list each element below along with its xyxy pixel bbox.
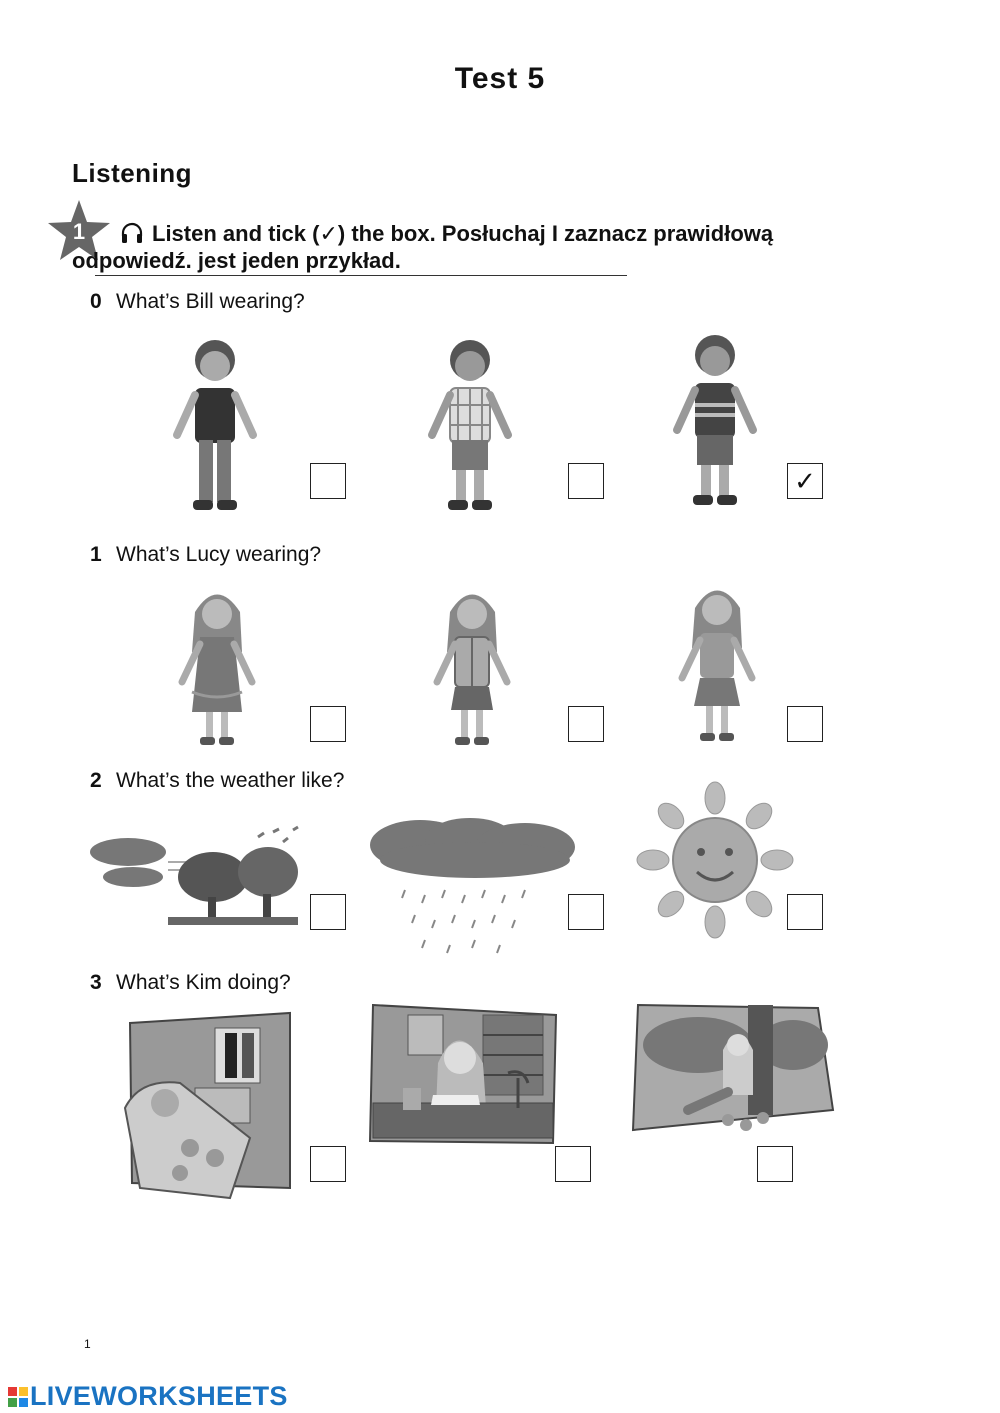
answer-box-q1-c[interactable] xyxy=(787,706,823,742)
page-title: Test 5 xyxy=(454,62,546,95)
sunny-weather-picture xyxy=(635,780,795,940)
question-1 xyxy=(90,543,321,567)
question-text: What’s the weather like? xyxy=(116,769,345,792)
girl-sleeping-picture xyxy=(120,1008,300,1203)
boy-checked-shirt-shorts-picture xyxy=(420,330,525,520)
answer-box-q0-c[interactable]: ✓ xyxy=(787,463,823,499)
question-0 xyxy=(90,290,305,314)
question-number: 2 xyxy=(90,769,102,792)
headphones-icon xyxy=(120,222,144,244)
girl-tshirt-skirt-picture xyxy=(670,578,765,748)
question-number: 0 xyxy=(90,290,102,313)
question-3 xyxy=(90,971,291,995)
instruction-line-2: odpowiedź. jest jeden przykład. xyxy=(72,248,401,273)
boy-striped-tshirt-shorts-picture xyxy=(665,325,770,515)
question-number: 3 xyxy=(90,971,102,994)
answer-box-q2-b[interactable] xyxy=(568,894,604,930)
question-number: 1 xyxy=(90,543,102,566)
instruction-line-1: Listen and tick (✓) the box. Posłuchaj I zaznacz prawidłową xyxy=(152,221,774,246)
exercise-number: 1 xyxy=(72,219,86,244)
answer-box-q3-a[interactable] xyxy=(310,1146,346,1182)
question-text: What’s Lucy wearing? xyxy=(116,543,322,566)
girl-reading-under-tree-picture xyxy=(628,1000,838,1135)
footer-logo[interactable] xyxy=(8,1381,288,1412)
liveworksheets-logo-icon xyxy=(8,1387,28,1407)
answer-box-q0-a[interactable] xyxy=(310,463,346,499)
boy-tshirt-jeans-picture xyxy=(165,330,270,520)
answer-box-q0-b[interactable] xyxy=(568,463,604,499)
windy-weather-picture xyxy=(88,812,308,932)
question-text: What’s Kim doing? xyxy=(116,971,291,994)
girl-studying-picture xyxy=(368,1003,558,1148)
section-heading: Listening xyxy=(72,158,193,188)
exercise-instruction xyxy=(72,220,952,274)
answer-box-q1-a[interactable] xyxy=(310,706,346,742)
girl-dress-picture xyxy=(170,582,265,752)
answer-box-q3-c[interactable] xyxy=(757,1146,793,1182)
answer-box-q1-b[interactable] xyxy=(568,706,604,742)
answer-box-q3-b[interactable] xyxy=(555,1146,591,1182)
answer-box-q2-a[interactable] xyxy=(310,894,346,930)
footer-logo-text: LIVEWORKSHEETS xyxy=(30,1381,288,1411)
question-2 xyxy=(90,769,344,793)
girl-jacket-skirt-picture xyxy=(425,582,520,752)
answer-box-q2-c[interactable] xyxy=(787,894,823,930)
page-number: 1 xyxy=(84,1337,91,1351)
rainy-weather-picture xyxy=(365,815,585,960)
instruction-underline xyxy=(95,275,627,276)
question-text: What’s Bill wearing? xyxy=(116,290,305,313)
